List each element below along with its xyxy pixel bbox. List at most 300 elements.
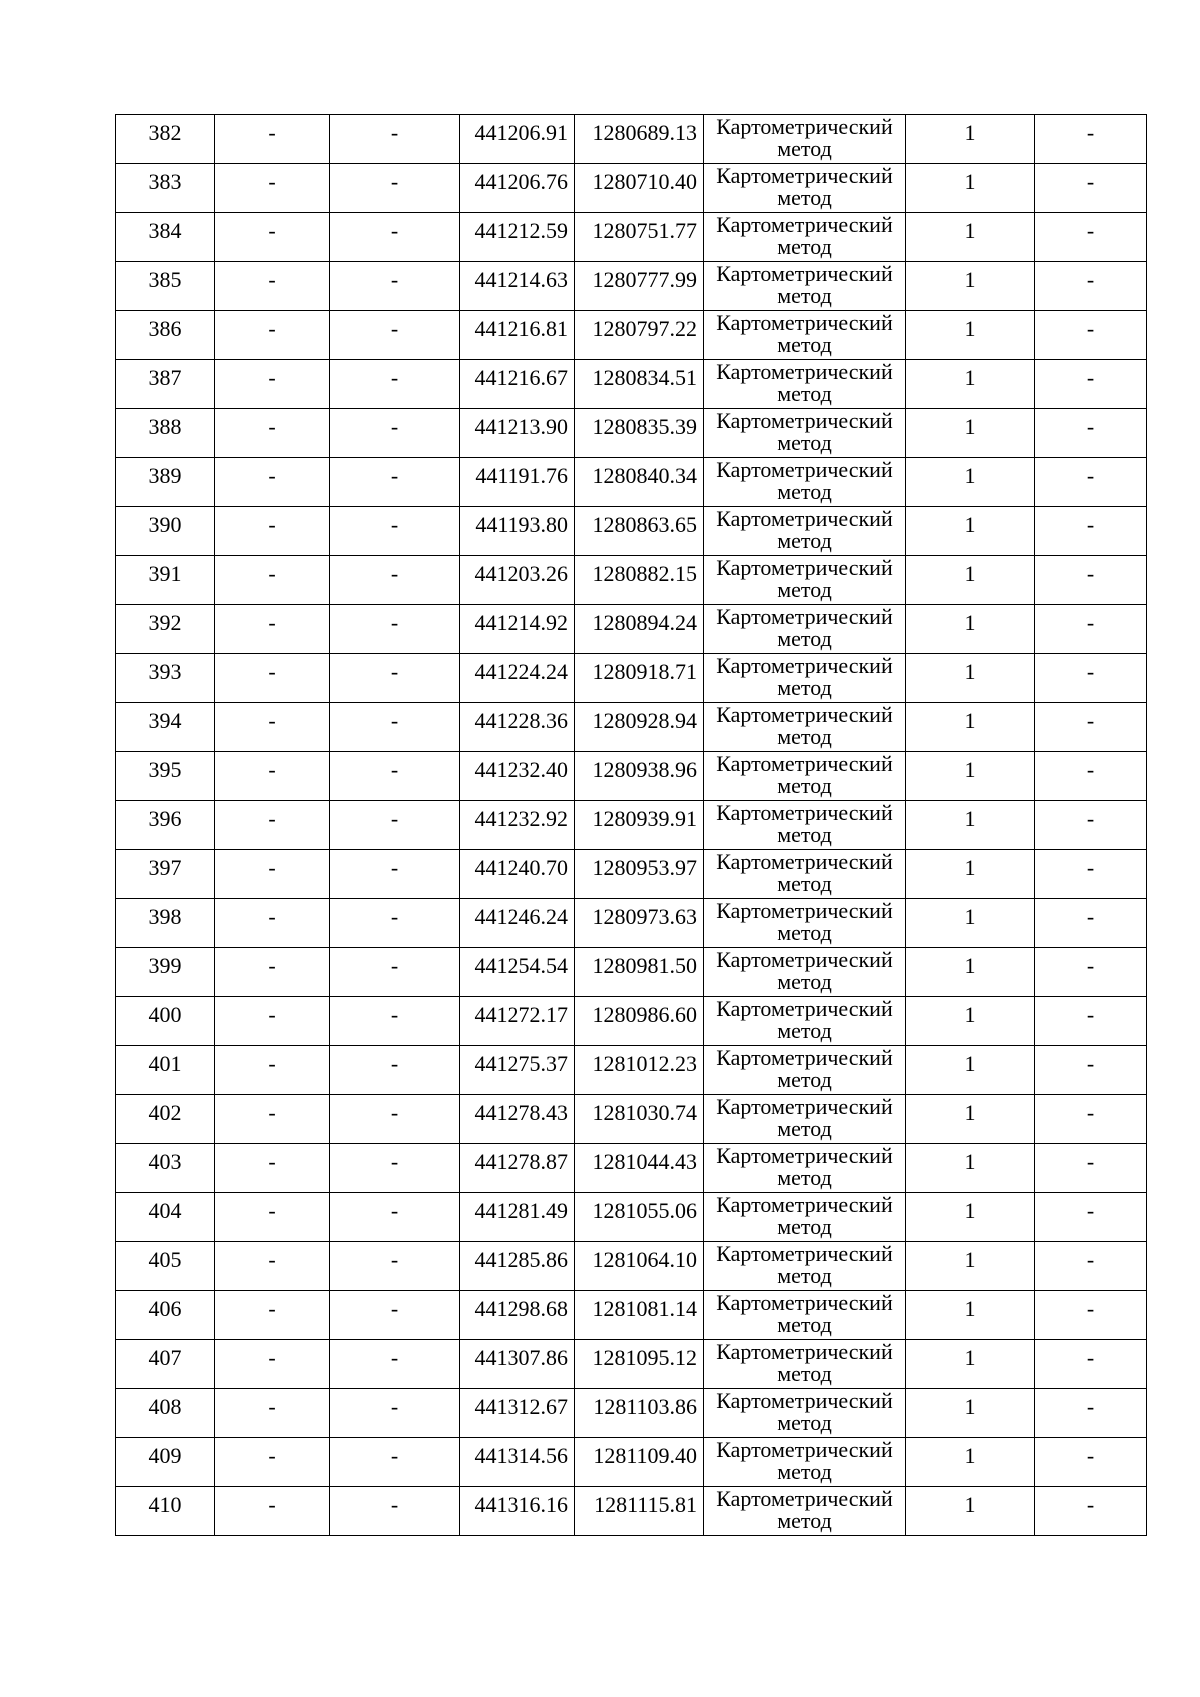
method-label-line2: метод — [777, 332, 832, 357]
point-number-cell: 405 — [116, 1242, 215, 1291]
accuracy-cell: 1 — [906, 262, 1035, 311]
accuracy-cell: 1 — [906, 654, 1035, 703]
coordinate-y-cell: 1281081.14 — [575, 1291, 704, 1340]
accuracy-cell: 1 — [906, 1340, 1035, 1389]
empty-dash-cell: - — [215, 507, 330, 556]
method-label-line2: метод — [777, 773, 832, 798]
table-row — [116, 1389, 1147, 1438]
empty-dash-cell: - — [1035, 409, 1147, 458]
empty-dash-cell: - — [215, 360, 330, 409]
empty-dash-cell: - — [215, 409, 330, 458]
table-row — [116, 1193, 1147, 1242]
method-cell — [704, 1046, 906, 1095]
empty-dash-cell: - — [215, 654, 330, 703]
point-number-cell: 395 — [116, 752, 215, 801]
method-cell — [704, 1193, 906, 1242]
coordinate-y-cell: 1280953.97 — [575, 850, 704, 899]
method-label-line1: Картометрический — [716, 653, 893, 678]
method-label-line1: Картометрический — [716, 1143, 893, 1168]
method-label-line1: Картометрический — [716, 212, 893, 237]
method-label-line2: метод — [777, 185, 832, 210]
point-number-cell: 399 — [116, 948, 215, 997]
accuracy-cell: 1 — [906, 1389, 1035, 1438]
point-number-cell: 407 — [116, 1340, 215, 1389]
method-label-line2: метод — [777, 1312, 832, 1337]
accuracy-cell: 1 — [906, 409, 1035, 458]
coordinate-x-cell: 441246.24 — [460, 899, 575, 948]
accuracy-cell: 1 — [906, 1144, 1035, 1193]
method-cell — [704, 1291, 906, 1340]
table-row — [116, 654, 1147, 703]
method-cell — [704, 115, 906, 164]
coordinate-x-cell: 441314.56 — [460, 1438, 575, 1487]
method-cell — [704, 654, 906, 703]
table-row — [116, 262, 1147, 311]
method-label-line2: метод — [777, 1116, 832, 1141]
table-row — [116, 360, 1147, 409]
empty-dash-cell: - — [215, 605, 330, 654]
empty-dash-cell: - — [330, 899, 460, 948]
method-cell — [704, 262, 906, 311]
coordinate-x-cell: 441316.16 — [460, 1487, 575, 1536]
empty-dash-cell: - — [1035, 115, 1147, 164]
coordinate-y-cell: 1280973.63 — [575, 899, 704, 948]
coordinate-x-cell: 441224.24 — [460, 654, 575, 703]
empty-dash-cell: - — [330, 654, 460, 703]
method-label-line1: Картометрический — [716, 751, 893, 776]
empty-dash-cell: - — [1035, 1095, 1147, 1144]
point-number-cell: 383 — [116, 164, 215, 213]
empty-dash-cell: - — [1035, 213, 1147, 262]
method-label-line1: Картометрический — [716, 849, 893, 874]
table-row — [116, 801, 1147, 850]
accuracy-cell: 1 — [906, 1487, 1035, 1536]
empty-dash-cell: - — [1035, 1193, 1147, 1242]
method-label-line2: метод — [777, 1263, 832, 1288]
method-label-line2: метод — [777, 1165, 832, 1190]
empty-dash-cell: - — [1035, 752, 1147, 801]
point-number-cell: 384 — [116, 213, 215, 262]
coordinate-x-cell: 441281.49 — [460, 1193, 575, 1242]
method-label-line2: метод — [777, 283, 832, 308]
coordinate-x-cell: 441312.67 — [460, 1389, 575, 1438]
table-row — [116, 409, 1147, 458]
empty-dash-cell: - — [330, 752, 460, 801]
coordinate-y-cell: 1281115.81 — [575, 1487, 704, 1536]
empty-dash-cell: - — [1035, 360, 1147, 409]
accuracy-cell: 1 — [906, 1046, 1035, 1095]
coordinate-x-cell: 441232.92 — [460, 801, 575, 850]
point-number-cell: 387 — [116, 360, 215, 409]
method-label-line1: Картометрический — [716, 1045, 893, 1070]
point-number-cell: 403 — [116, 1144, 215, 1193]
method-label-line1: Картометрический — [716, 310, 893, 335]
method-label-line2: метод — [777, 1067, 832, 1092]
method-label-line2: метод — [777, 969, 832, 994]
empty-dash-cell: - — [330, 556, 460, 605]
empty-dash-cell: - — [1035, 899, 1147, 948]
method-label-line2: метод — [777, 528, 832, 553]
table-row — [116, 164, 1147, 213]
point-number-cell: 394 — [116, 703, 215, 752]
empty-dash-cell: - — [330, 1438, 460, 1487]
point-number-cell: 390 — [116, 507, 215, 556]
empty-dash-cell: - — [215, 1242, 330, 1291]
coordinate-x-cell: 441213.90 — [460, 409, 575, 458]
coordinate-x-cell: 441278.43 — [460, 1095, 575, 1144]
point-number-cell: 388 — [116, 409, 215, 458]
method-cell — [704, 1242, 906, 1291]
empty-dash-cell: - — [215, 213, 330, 262]
method-label-line2: метод — [777, 1508, 832, 1533]
empty-dash-cell: - — [215, 997, 330, 1046]
point-number-cell: 398 — [116, 899, 215, 948]
table-row — [116, 899, 1147, 948]
coordinate-x-cell: 441232.40 — [460, 752, 575, 801]
empty-dash-cell: - — [215, 1487, 330, 1536]
empty-dash-cell: - — [1035, 1046, 1147, 1095]
coordinate-y-cell: 1280751.77 — [575, 213, 704, 262]
method-label-line2: метод — [777, 871, 832, 896]
coordinate-x-cell: 441203.26 — [460, 556, 575, 605]
empty-dash-cell: - — [330, 1144, 460, 1193]
empty-dash-cell: - — [330, 703, 460, 752]
coordinate-y-cell: 1280863.65 — [575, 507, 704, 556]
empty-dash-cell: - — [215, 850, 330, 899]
accuracy-cell: 1 — [906, 1193, 1035, 1242]
method-label-line1: Картометрический — [716, 800, 893, 825]
method-cell — [704, 801, 906, 850]
empty-dash-cell: - — [330, 409, 460, 458]
method-cell — [704, 605, 906, 654]
empty-dash-cell: - — [215, 948, 330, 997]
coordinate-x-cell: 441216.81 — [460, 311, 575, 360]
method-label-line1: Картометрический — [716, 702, 893, 727]
point-number-cell: 404 — [116, 1193, 215, 1242]
coordinate-x-cell: 441206.76 — [460, 164, 575, 213]
point-number-cell: 400 — [116, 997, 215, 1046]
coordinate-y-cell: 1281012.23 — [575, 1046, 704, 1095]
coordinate-y-cell: 1281064.10 — [575, 1242, 704, 1291]
point-number-cell: 396 — [116, 801, 215, 850]
method-label-line1: Картометрический — [716, 163, 893, 188]
point-number-cell: 410 — [116, 1487, 215, 1536]
method-label-line1: Картометрический — [716, 996, 893, 1021]
point-number-cell: 386 — [116, 311, 215, 360]
coordinate-y-cell: 1280938.96 — [575, 752, 704, 801]
accuracy-cell: 1 — [906, 556, 1035, 605]
empty-dash-cell: - — [1035, 1242, 1147, 1291]
empty-dash-cell: - — [215, 115, 330, 164]
empty-dash-cell: - — [1035, 850, 1147, 899]
empty-dash-cell: - — [215, 752, 330, 801]
coordinate-y-cell: 1280986.60 — [575, 997, 704, 1046]
coordinate-x-cell: 441228.36 — [460, 703, 575, 752]
accuracy-cell: 1 — [906, 213, 1035, 262]
method-label-line1: Картометрический — [716, 506, 893, 531]
table-row — [116, 752, 1147, 801]
accuracy-cell: 1 — [906, 997, 1035, 1046]
table-row — [116, 1340, 1147, 1389]
empty-dash-cell: - — [330, 311, 460, 360]
empty-dash-cell: - — [1035, 948, 1147, 997]
empty-dash-cell: - — [330, 948, 460, 997]
empty-dash-cell: - — [330, 360, 460, 409]
coordinate-x-cell: 441214.92 — [460, 605, 575, 654]
method-cell — [704, 556, 906, 605]
empty-dash-cell: - — [1035, 1487, 1147, 1536]
coordinate-x-cell: 441191.76 — [460, 458, 575, 507]
method-label-line1: Картометрический — [716, 261, 893, 286]
coordinate-x-cell: 441214.63 — [460, 262, 575, 311]
empty-dash-cell: - — [1035, 1144, 1147, 1193]
coordinate-y-cell: 1280834.51 — [575, 360, 704, 409]
accuracy-cell: 1 — [906, 801, 1035, 850]
empty-dash-cell: - — [1035, 1340, 1147, 1389]
empty-dash-cell: - — [1035, 703, 1147, 752]
method-label-line2: метод — [777, 1018, 832, 1043]
table-row — [116, 556, 1147, 605]
empty-dash-cell: - — [1035, 1438, 1147, 1487]
empty-dash-cell: - — [330, 1340, 460, 1389]
empty-dash-cell: - — [215, 311, 330, 360]
method-cell — [704, 311, 906, 360]
method-label-line1: Картометрический — [716, 1290, 893, 1315]
coordinate-y-cell: 1280840.34 — [575, 458, 704, 507]
coordinate-y-cell: 1280882.15 — [575, 556, 704, 605]
accuracy-cell: 1 — [906, 1438, 1035, 1487]
coordinate-x-cell: 441272.17 — [460, 997, 575, 1046]
accuracy-cell: 1 — [906, 115, 1035, 164]
point-number-cell: 389 — [116, 458, 215, 507]
coordinate-x-cell: 441285.86 — [460, 1242, 575, 1291]
point-number-cell: 393 — [116, 654, 215, 703]
coordinate-y-cell: 1280981.50 — [575, 948, 704, 997]
method-cell — [704, 458, 906, 507]
empty-dash-cell: - — [215, 262, 330, 311]
accuracy-cell: 1 — [906, 1095, 1035, 1144]
empty-dash-cell: - — [1035, 605, 1147, 654]
table-row — [116, 458, 1147, 507]
coordinate-x-cell: 441193.80 — [460, 507, 575, 556]
coordinate-y-cell: 1280918.71 — [575, 654, 704, 703]
method-cell — [704, 899, 906, 948]
method-label-line1: Картометрический — [716, 1094, 893, 1119]
accuracy-cell: 1 — [906, 899, 1035, 948]
method-cell — [704, 507, 906, 556]
method-label-line1: Картометрический — [716, 947, 893, 972]
method-cell — [704, 164, 906, 213]
table-row — [116, 1438, 1147, 1487]
method-label-line2: метод — [777, 136, 832, 161]
method-label-line1: Картометрический — [716, 1486, 893, 1511]
point-number-cell: 385 — [116, 262, 215, 311]
coordinate-y-cell: 1280710.40 — [575, 164, 704, 213]
point-number-cell: 401 — [116, 1046, 215, 1095]
accuracy-cell: 1 — [906, 850, 1035, 899]
method-cell — [704, 213, 906, 262]
method-label-line2: метод — [777, 920, 832, 945]
method-label-line1: Картометрический — [716, 1241, 893, 1266]
empty-dash-cell: - — [1035, 262, 1147, 311]
method-label-line2: метод — [777, 234, 832, 259]
accuracy-cell: 1 — [906, 311, 1035, 360]
accuracy-cell: 1 — [906, 507, 1035, 556]
empty-dash-cell: - — [1035, 458, 1147, 507]
coordinate-y-cell: 1281030.74 — [575, 1095, 704, 1144]
method-label-line1: Картометрический — [716, 1437, 893, 1462]
point-number-cell: 406 — [116, 1291, 215, 1340]
empty-dash-cell: - — [1035, 311, 1147, 360]
empty-dash-cell: - — [330, 1095, 460, 1144]
empty-dash-cell: - — [330, 801, 460, 850]
table-row — [116, 213, 1147, 262]
point-number-cell: 408 — [116, 1389, 215, 1438]
method-cell — [704, 948, 906, 997]
method-label-line2: метод — [777, 1410, 832, 1435]
method-cell — [704, 1389, 906, 1438]
empty-dash-cell: - — [330, 1242, 460, 1291]
table-row — [116, 850, 1147, 899]
table-row — [116, 605, 1147, 654]
coordinate-x-cell: 441307.86 — [460, 1340, 575, 1389]
empty-dash-cell: - — [215, 801, 330, 850]
accuracy-cell: 1 — [906, 948, 1035, 997]
point-number-cell: 409 — [116, 1438, 215, 1487]
empty-dash-cell: - — [215, 703, 330, 752]
coordinate-y-cell: 1280894.24 — [575, 605, 704, 654]
method-label-line2: метод — [777, 381, 832, 406]
table-row — [116, 703, 1147, 752]
method-label-line1: Картометрический — [716, 1192, 893, 1217]
accuracy-cell: 1 — [906, 360, 1035, 409]
accuracy-cell: 1 — [906, 703, 1035, 752]
coordinate-y-cell: 1281109.40 — [575, 1438, 704, 1487]
accuracy-cell: 1 — [906, 752, 1035, 801]
empty-dash-cell: - — [1035, 1389, 1147, 1438]
method-label-line1: Картометрический — [716, 604, 893, 629]
empty-dash-cell: - — [215, 1046, 330, 1095]
coordinate-x-cell: 441212.59 — [460, 213, 575, 262]
empty-dash-cell: - — [1035, 997, 1147, 1046]
table-row — [116, 1046, 1147, 1095]
method-cell — [704, 1487, 906, 1536]
coordinate-y-cell: 1280689.13 — [575, 115, 704, 164]
method-cell — [704, 360, 906, 409]
accuracy-cell: 1 — [906, 164, 1035, 213]
method-label-line1: Картометрический — [716, 898, 893, 923]
coordinate-x-cell: 441275.37 — [460, 1046, 575, 1095]
coordinates-table-body — [116, 115, 1147, 1536]
method-label-line2: метод — [777, 1361, 832, 1386]
table-row — [116, 507, 1147, 556]
table-row — [116, 1095, 1147, 1144]
empty-dash-cell: - — [330, 115, 460, 164]
table-row — [116, 1242, 1147, 1291]
coordinate-x-cell: 441254.54 — [460, 948, 575, 997]
empty-dash-cell: - — [1035, 654, 1147, 703]
method-cell — [704, 703, 906, 752]
empty-dash-cell: - — [330, 605, 460, 654]
point-number-cell: 382 — [116, 115, 215, 164]
method-cell — [704, 850, 906, 899]
method-cell — [704, 409, 906, 458]
method-label-line1: Картометрический — [716, 1388, 893, 1413]
point-number-cell: 402 — [116, 1095, 215, 1144]
coordinate-x-cell: 441216.67 — [460, 360, 575, 409]
empty-dash-cell: - — [215, 1340, 330, 1389]
empty-dash-cell: - — [1035, 507, 1147, 556]
coordinate-x-cell: 441298.68 — [460, 1291, 575, 1340]
empty-dash-cell: - — [330, 1487, 460, 1536]
empty-dash-cell: - — [330, 507, 460, 556]
coordinate-y-cell: 1280928.94 — [575, 703, 704, 752]
empty-dash-cell: - — [215, 164, 330, 213]
empty-dash-cell: - — [215, 1438, 330, 1487]
method-label-line2: метод — [777, 626, 832, 651]
empty-dash-cell: - — [215, 1291, 330, 1340]
empty-dash-cell: - — [215, 1144, 330, 1193]
empty-dash-cell: - — [330, 213, 460, 262]
coordinate-x-cell: 441240.70 — [460, 850, 575, 899]
method-cell — [704, 997, 906, 1046]
method-label-line1: Картометрический — [716, 457, 893, 482]
empty-dash-cell: - — [330, 458, 460, 507]
table-row — [116, 1487, 1147, 1536]
accuracy-cell: 1 — [906, 605, 1035, 654]
empty-dash-cell: - — [330, 997, 460, 1046]
empty-dash-cell: - — [330, 850, 460, 899]
empty-dash-cell: - — [1035, 1291, 1147, 1340]
table-row — [116, 115, 1147, 164]
method-cell — [704, 1340, 906, 1389]
method-cell — [704, 1144, 906, 1193]
method-label-line2: метод — [777, 430, 832, 455]
method-label-line1: Картометрический — [716, 408, 893, 433]
method-label-line1: Картометрический — [716, 555, 893, 580]
point-number-cell: 392 — [116, 605, 215, 654]
table-row — [116, 1144, 1147, 1193]
empty-dash-cell: - — [1035, 556, 1147, 605]
coordinate-y-cell: 1281095.12 — [575, 1340, 704, 1389]
empty-dash-cell: - — [215, 1193, 330, 1242]
empty-dash-cell: - — [215, 1095, 330, 1144]
accuracy-cell: 1 — [906, 458, 1035, 507]
coordinate-y-cell: 1280835.39 — [575, 409, 704, 458]
method-cell — [704, 1438, 906, 1487]
method-cell — [704, 752, 906, 801]
empty-dash-cell: - — [1035, 164, 1147, 213]
empty-dash-cell: - — [215, 899, 330, 948]
coordinate-y-cell: 1281055.06 — [575, 1193, 704, 1242]
coordinate-y-cell: 1281044.43 — [575, 1144, 704, 1193]
table-row — [116, 948, 1147, 997]
point-number-cell: 391 — [116, 556, 215, 605]
table-row — [116, 997, 1147, 1046]
method-label-line2: метод — [777, 1214, 832, 1239]
coordinate-y-cell: 1280797.22 — [575, 311, 704, 360]
empty-dash-cell: - — [330, 1291, 460, 1340]
coordinate-x-cell: 441278.87 — [460, 1144, 575, 1193]
empty-dash-cell: - — [215, 556, 330, 605]
method-label-line2: метод — [777, 724, 832, 749]
empty-dash-cell: - — [330, 1193, 460, 1242]
empty-dash-cell: - — [1035, 801, 1147, 850]
coordinate-y-cell: 1280777.99 — [575, 262, 704, 311]
table-row — [116, 311, 1147, 360]
coordinates-table — [115, 114, 1147, 1536]
accuracy-cell: 1 — [906, 1291, 1035, 1340]
